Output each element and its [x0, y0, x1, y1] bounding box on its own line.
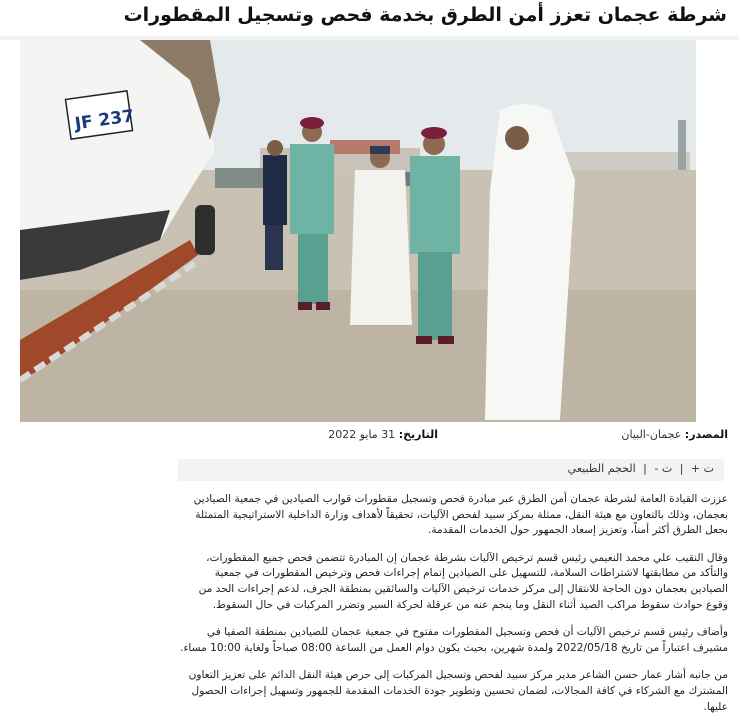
date-value: 31 مايو 2022: [328, 428, 396, 441]
font-separator: |: [679, 462, 684, 475]
article-headline: شرطة عجمان تعزز أمن الطرق بخدمة فحص وتسجيل المقطورات: [0, 0, 739, 40]
boat-registration-plate: [66, 91, 136, 139]
font-increase-button[interactable]: ت +: [690, 462, 714, 475]
source-info: [621, 428, 728, 441]
font-separator: |: [643, 462, 647, 475]
font-size-controls: [178, 459, 724, 481]
source-label: المصدر:: [684, 428, 728, 441]
font-decrease-button[interactable]: ت -: [654, 462, 673, 475]
boat-registration-text: JF 237: [73, 106, 136, 135]
font-reset-button[interactable]: الحجم الطبيعي: [567, 462, 636, 475]
article-meta: [178, 428, 728, 450]
article-paragraph: عززت القيادة العامة لشرطة عجمان أمن الطرق عبر مبادرة فحص وتسجيل مقطورات قوارب الصيادين في جمعية الصيادين بعجمان، وذلك بالتعاون مع هيئة النقل، ممثلة بمركز سبيد لفحص الآليات، تحقيقاً لأهداف وزارة الداخلية الاستراتيجية المتمثلة بجعل الطرق أكثر أمناً، وتعزيز إسعاد الجمهور حول الخدمات المقدمة.: [193, 493, 728, 537]
date-label: التاريخ:: [398, 428, 438, 441]
date-info: [328, 428, 438, 441]
article-body: [178, 492, 728, 722]
source-value: عجمان-البيان: [621, 428, 682, 441]
article-paragraph: من جانبه أشار عمار حسن الشاعر مدير مركز سبيد لفحص وتسجيل المركبات إلى حرص هيئة النقل الدائم على تعزيز التعاون المشترك مع الشركاء في كافة المجالات، لضمان تحسين وتطوير جودة الخدمات المقدمة للجمهور وتسهيل إجراءات الحصول عليها.: [188, 669, 728, 713]
article-paragraph: وقال النقيب علي محمد النعيمي رئيس قسم ترخيص الآليات بشرطة عجمان إن المبادرة تتضمن فحص جميع المقطورات، والتأكد من مطابقتها لاشتراطات السلامة، للتسهيل على الصيادين إتمام إجراءات فحص وترخيص المقطورات في جمعية الصيادين بعجمان دون الحاجة للانتقال إلى مركز خدمات ترخيص الآليات والسائقين بمنطقة الجرف، لدعم إجراءات الحد من وقوع حوادث سقوط مراكب الصيد أثناء النقل وما ينجم عنه من عرقلة لحركة السير وتضرر المركبات في حال السقوط.: [198, 551, 728, 611]
article-paragraph: وأضاف رئيس قسم ترخيص الآليات أن فحص وتسجيل المقطورات مفتوح في جمعية عجمان للصيادين بمنطقة الصفيا في مشيرف اعتباراً من تاريخ 2022/05/18 ولمدة شهرين، بحيث يكون دوام العمل من الساعة 08:00 صباحاً ولغاية 10:00 مساء.: [180, 626, 728, 654]
article-photo: [20, 40, 696, 422]
